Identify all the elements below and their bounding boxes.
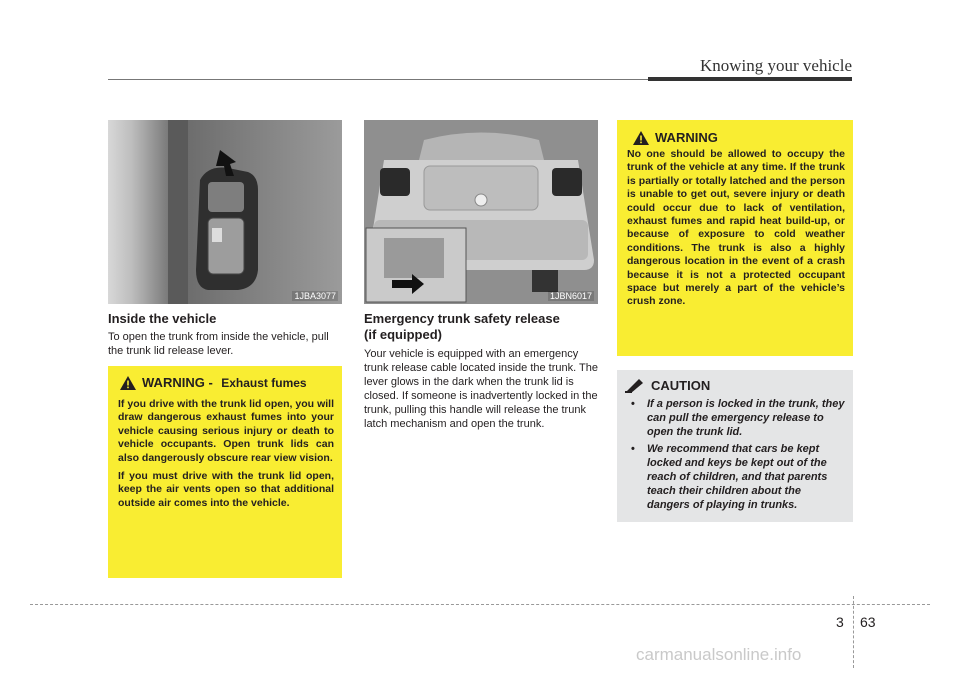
chapter-number: 3 (836, 614, 844, 630)
trunk-warning-title: WARNING (655, 130, 718, 145)
figure-code: 1JBN6017 (549, 291, 592, 301)
emergency-release-heading-line2: (if equipped) (364, 327, 442, 342)
header-rule-accent (648, 77, 852, 81)
emergency-release-heading (364, 311, 600, 343)
watermark: carmanualsonline.info (636, 645, 802, 664)
car-rear-figure (364, 120, 598, 304)
footer-rule (30, 604, 930, 605)
caution-item: • If a person is locked in the trunk, they can pull the emergency release to open the trunk lid. (625, 397, 845, 439)
trunk-occupancy-warning-box (617, 120, 853, 356)
emergency-release-body: Your vehicle is equipped with an emergency trunk release cable located inside the trunk. The lever glows in the dark when the trunk lid is closed. If someone is inadvertently locked in the trunk, pulling this handle will release the trunk latch mechanism and open the trunk. (364, 348, 598, 430)
exhaust-warning-para2: If you must drive with the trunk lid open, keep the air vents open so that additional outside air comes into the vehicle. (118, 470, 334, 509)
caution-pencil-icon (625, 379, 645, 393)
caution-title: CAUTION (651, 378, 711, 393)
trunk-lever-figure (108, 120, 342, 304)
caution-item: • We recommend that cars be kept locked and keys be kept out of the reach of children, and that parents teach their children about the dangers of playing in trunks. (625, 442, 845, 512)
page-number: 63 (860, 614, 876, 630)
trunk-warning-body: No one should be allowed to occupy the trunk of the vehicle at any time. If the trunk is partially or totally latched and the person is unable to get out, severe injury or death could occur due to lack of ventilation, exhaust fumes and rapid heat build-up, or because of exposure to cold weather conditions. The trunk is also a highly dangerous location in the event of a crash because it is not a protected occupant space but merely a part of the vehicle’s crush zone. (627, 148, 845, 308)
exhaust-warning-title: WARNING - (142, 375, 213, 390)
emergency-release-heading-line1: Emergency trunk safety release (364, 311, 560, 326)
footer-divider (853, 596, 854, 668)
warning-triangle-icon (633, 131, 649, 145)
inside-vehicle-body: To open the trunk from inside the vehicle, pull the trunk lid release lever. (108, 331, 329, 357)
caution-box (617, 370, 853, 522)
exhaust-warning-box (108, 366, 342, 578)
warning-triangle-icon (120, 376, 136, 390)
car-rear-illustration (364, 120, 598, 304)
exhaust-warning-subtitle: Exhaust fumes (221, 376, 307, 390)
trunk-lever-illustration (108, 120, 342, 304)
exhaust-warning-para1: If you drive with the trunk lid open, you will draw dangerous exhaust fumes into your vehicle causing serious injury or death to vehicle occupants. Open trunk lids can also dangerously obscure rear view vision. (118, 398, 334, 464)
inside-vehicle-heading: Inside the vehicle (108, 311, 217, 326)
figure-code: 1JBA3077 (294, 291, 336, 301)
running-header-title: Knowing your vehicle (699, 56, 852, 75)
